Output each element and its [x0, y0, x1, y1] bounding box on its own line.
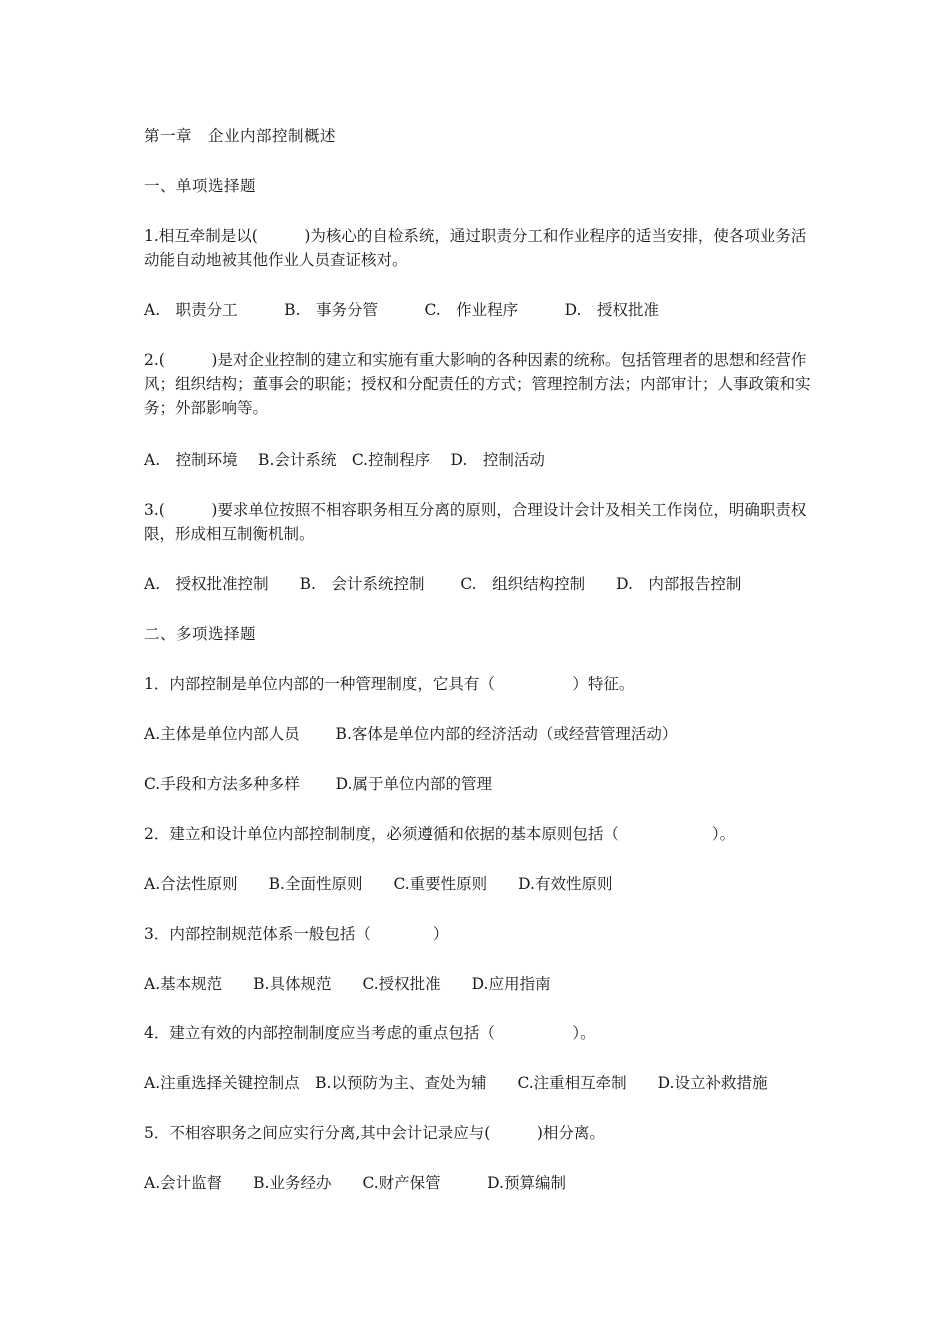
- question-text: 1．内部控制是单位内部的一种管理制度，它具有（ ）特征。: [144, 675, 635, 693]
- question-text: 2.( )是对企业控制的建立和实施有重大影响的各种因素的统称。包括管理者的思想和经营作风；组织结构；董事会的职能；授权和分配责任的方式；管理控制方法；内部审计；人事政策和实务；外部影响等。: [144, 351, 811, 417]
- question-options: A.注重选择关键控制点 B.以预防为主、查处为辅 C.注重相互牵制 D.设立补救措施: [144, 1074, 768, 1092]
- section-title-single-choice: 一、单项选择题: [144, 177, 257, 195]
- question-text: 4．建立有效的内部控制制度应当考虑的重点包括（ ）。: [144, 1024, 596, 1042]
- question-options: A. 职责分工 B. 事务分管 C. 作业程序 D. 授权批准: [144, 301, 659, 319]
- question-text: 3．内部控制规范体系一般包括（ ）: [144, 925, 449, 943]
- chapter-title: 第一章 企业内部控制概述: [144, 127, 337, 145]
- question-options: A.会计监督 B.业务经办 C.财产保管 D.预算编制: [144, 1174, 566, 1192]
- question-options: A. 控制环境 B.会计系统 C.控制程序 D. 控制活动: [144, 451, 545, 469]
- question-options: A. 授权批准控制 B. 会计系统控制 C. 组织结构控制 D. 内部报告控制: [144, 575, 742, 593]
- question-options: A.基本规范 B.具体规范 C.授权批准 D.应用指南: [144, 975, 551, 993]
- question-options: A.合法性原则 B.全面性原则 C.重要性原则 D.有效性原则: [144, 875, 613, 893]
- section-title-multiple-choice: 二、多项选择题: [144, 625, 257, 643]
- question-options: A.主体是单位内部人员 B.客体是单位内部的经济活动（或经营管理活动）: [144, 725, 678, 743]
- question-text: 3.( )要求单位按照不相容职务相互分离的原则，合理设计会计及相关工作岗位，明确职责权限，形成相互制衡机制。: [144, 501, 807, 543]
- question-options: C.手段和方法多种多样 D.属于单位内部的管理: [144, 775, 492, 793]
- question-text: 1.相互牵制是以( )为核心的自检系统，通过职责分工和作业程序的适当安排，使各项业务活动能自动地被其他作业人员查证核对。: [144, 227, 807, 269]
- question-text: 2．建立和设计单位内部控制制度，必须遵循和依据的基本原则包括（ ）。: [144, 825, 736, 843]
- question-text: 5．不相容职务之间应实行分离,其中会计记录应与( )相分离。: [144, 1124, 605, 1142]
